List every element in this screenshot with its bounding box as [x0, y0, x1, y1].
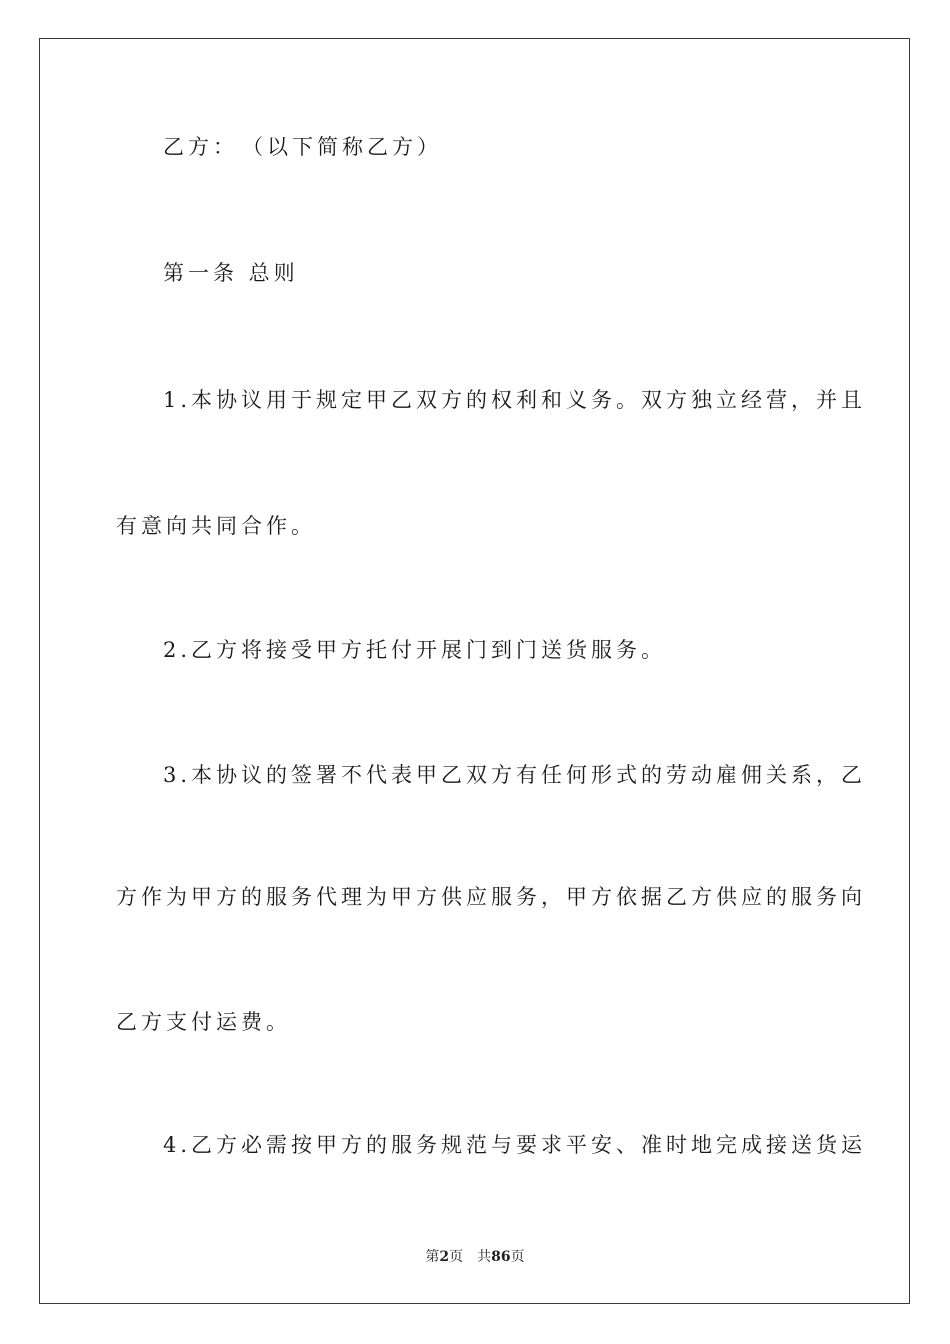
clause-3-line-3: 乙方支付运费。: [116, 1010, 291, 1034]
clause-4-line-1: 4.乙方必需按甲方的服务规范与要求平安、准时地完成接送货运: [163, 1133, 867, 1157]
page-border: [39, 38, 910, 1304]
party-b-line: 乙方： （以下简称乙方）: [163, 135, 442, 159]
article-heading: 第一条 总则: [163, 261, 299, 285]
page-number: 2: [439, 1249, 450, 1265]
total-suffix: 页: [510, 1249, 525, 1265]
page-footer: [0, 1247, 950, 1267]
page-prefix: 第: [425, 1249, 440, 1265]
clause-2-line-1: 2.乙方将接受甲方托付开展门到门送货服务。: [163, 638, 667, 662]
total-prefix: 共: [477, 1249, 492, 1265]
total-pages: 86: [491, 1249, 511, 1265]
page-suffix: 页: [449, 1249, 464, 1265]
clause-1-line-2: 有意向共同合作。: [116, 514, 316, 538]
clause-3-line-1: 3.本协议的签署不代表甲乙双方有任何形式的劳动雇佣关系，乙: [163, 763, 867, 787]
clause-3-line-2: 方作为甲方的服务代理为甲方供应服务，甲方依据乙方供应的服务向: [116, 885, 866, 909]
clause-1-line-1: 1.本协议用于规定甲乙双方的权利和义务。双方独立经营，并且: [163, 388, 867, 412]
